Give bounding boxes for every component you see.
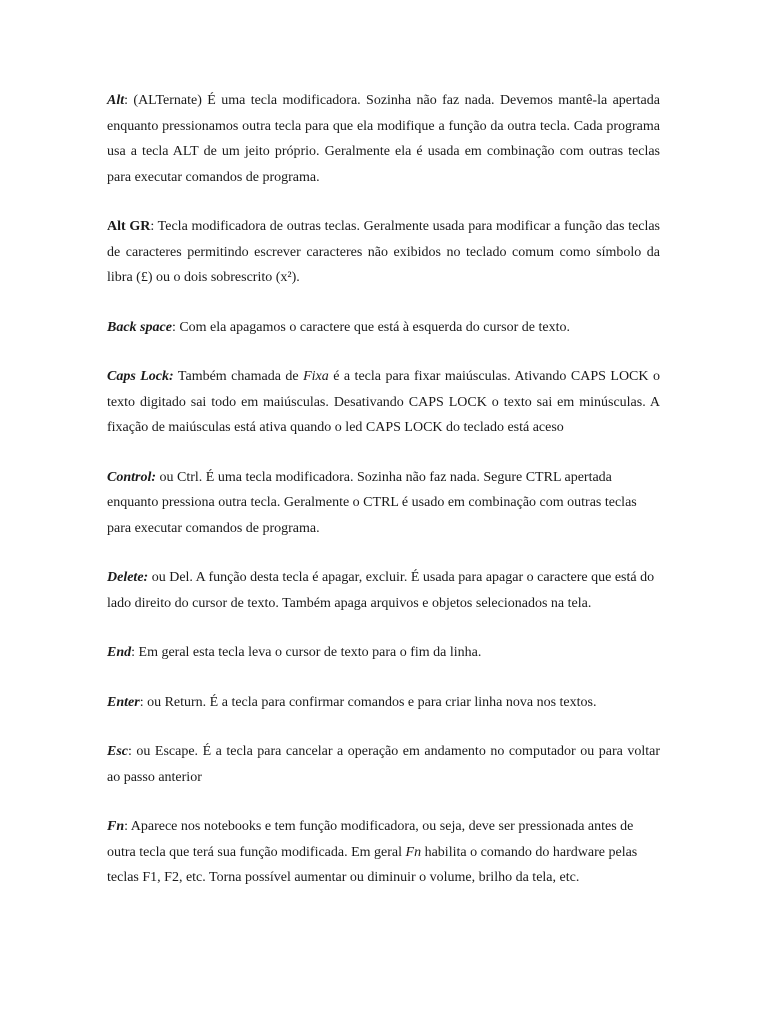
term-control: Control:	[107, 469, 157, 485]
entry-back-space-text: Com ela apagamos o caractere que está à esquerda do cursor de texto.	[175, 319, 570, 335]
term-separator: :	[124, 93, 129, 108]
term-enter: Enter	[107, 694, 140, 710]
term-esc: Esc	[107, 744, 128, 759]
term-end: End	[107, 645, 132, 660]
entry-alt-text: (ALTernate) É uma tecla modificadora. Sozinha não faz nada. Devemos mantê-la apertada enquanto pressionamos outra tecla para que ela modifique a função da outra tecla. Cada programa usa a tecla ALT de um jeito próprio. Geralmente ela é usada em combinação com outras teclas para executar comandos de programa.	[107, 93, 660, 185]
entry-caps-lock	[107, 364, 660, 441]
document-page	[107, 88, 660, 915]
entry-alt-gr-text: Tecla modificadora de outras teclas. Geralmente usada para modificar a função das teclas de caracteres permitindo escrever caracteres não exibidos no teclado comum como símbolo da libra (£) ou o dois sobrescrito (x²).	[107, 219, 660, 285]
entry-fn	[107, 814, 660, 891]
entry-back-space	[107, 315, 660, 341]
entry-delete	[107, 565, 660, 616]
entry-control	[107, 465, 660, 542]
entry-fn-text-after: habilita o comando do hardware pelas teclas F1, F2, etc. Torna possível aumentar ou diminuir o volume, brilho da tela, etc.	[107, 844, 638, 885]
term-back-space: Back space	[107, 319, 172, 335]
entry-enter	[107, 690, 660, 716]
entry-fn-italic: Fn	[405, 844, 422, 860]
term-separator: :	[150, 219, 155, 234]
entry-end	[107, 640, 660, 666]
term-fn: Fn	[107, 819, 125, 834]
entry-caps-lock-text-before: Também chamada de	[173, 369, 304, 384]
term-separator: :	[131, 645, 136, 660]
term-separator: :	[124, 819, 129, 834]
entry-esc	[107, 739, 660, 790]
entry-caps-lock-text-after: é a tecla para fixar maiúsculas. Ativando CAPS LOCK o texto digitado sai todo em maiúsculas. Desativando CAPS LOCK o texto sai em minúsculas. A fixação de maiúsculas está ativa quando o led CAPS LOCK do teclado está aceso	[107, 369, 660, 435]
entry-control-text: ou Ctrl. É uma tecla modificadora. Sozinha não faz nada. Segure CTRL apertada enquanto pressiona outra tecla. Geralmente o CTRL é usado em combinação com outras teclas para executar comandos de programa.	[107, 469, 637, 536]
entry-esc-text: ou Escape. É a tecla para cancelar a operação em andamento no computador ou para voltar ao passo anterior	[107, 744, 660, 785]
entry-delete-text: ou Del. A função desta tecla é apagar, excluir. É usada para apagar o caractere que está do lado direito do cursor de texto. Também apaga arquivos e objetos selecionados na tela.	[107, 570, 655, 611]
entry-end-text: Em geral esta tecla leva o cursor de texto para o fim da linha.	[135, 645, 482, 660]
term-separator: :	[171, 319, 176, 335]
term-separator: :	[139, 694, 144, 710]
entry-caps-lock-italic: Fixa	[303, 369, 329, 384]
term-delete: Delete:	[107, 570, 149, 585]
entry-alt	[107, 88, 660, 190]
term-caps-lock: Caps Lock:	[107, 369, 174, 384]
term-alt-gr: Alt GR	[107, 219, 151, 234]
term-separator: :	[128, 744, 132, 759]
term-alt: Alt	[107, 93, 125, 108]
entry-enter-text: ou Return. É a tecla para confirmar comandos e para criar linha nova nos textos.	[143, 694, 597, 710]
entry-alt-gr	[107, 214, 660, 291]
entry-fn-text-before: Aparece nos notebooks e tem função modificadora, ou seja, deve ser pressionada antes de outra tecla que terá sua função modificada. Em geral	[107, 819, 634, 860]
